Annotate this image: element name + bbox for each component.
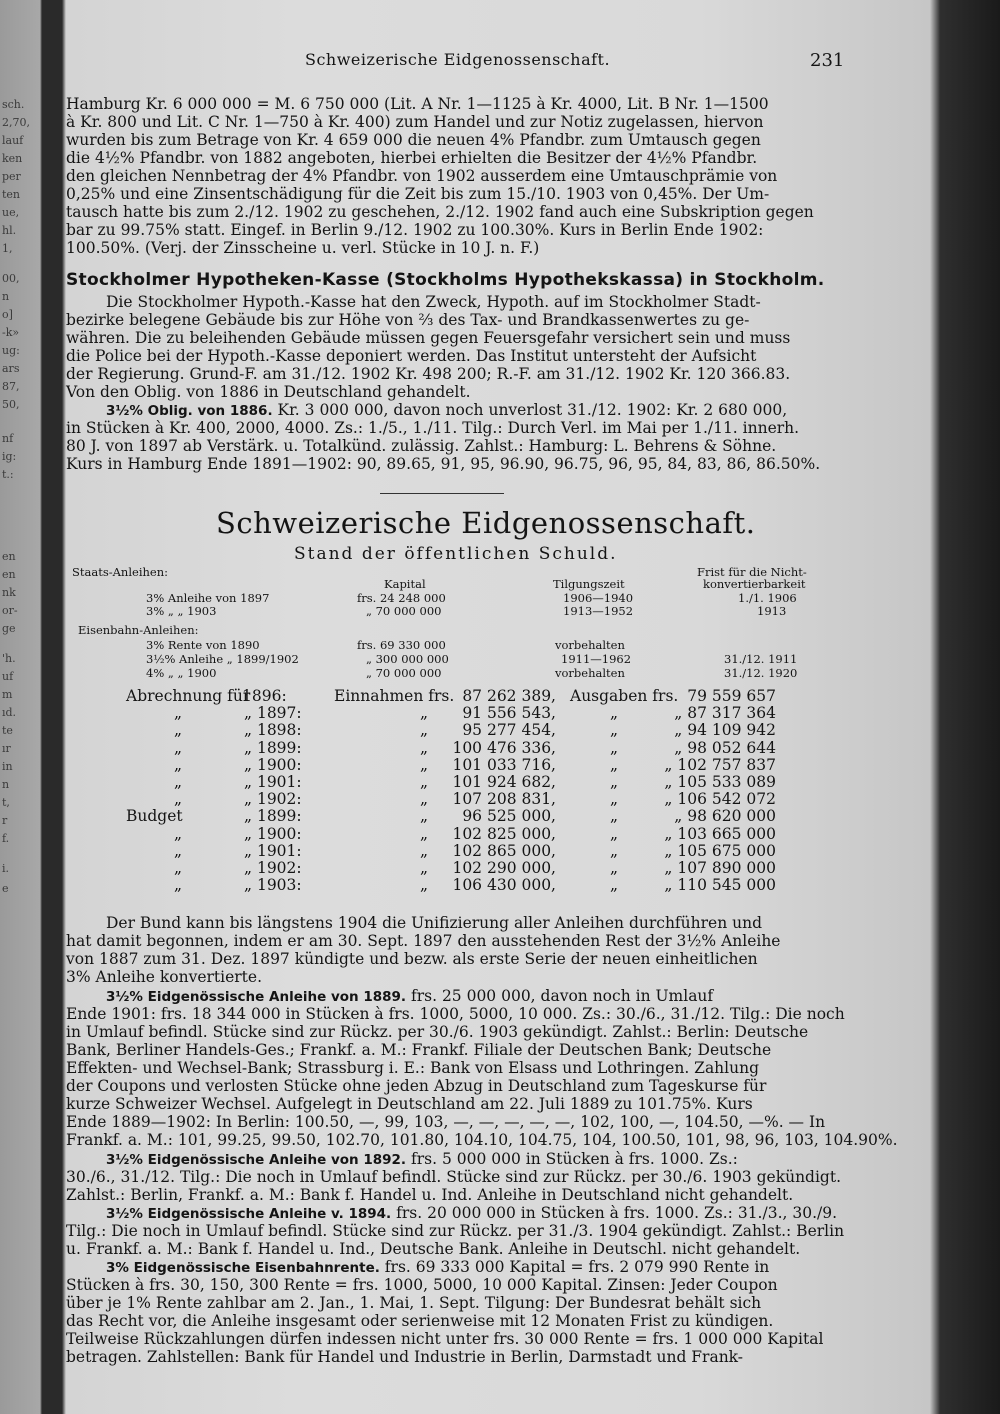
text-line: in Umlauf befindl. Stücke sind zur Rückz. per 30./6. 1903 gekündigt. Zahlst.: Berlin: Deutsche [66,1023,809,1041]
margin-fragment: ten [2,188,21,201]
finance-year: „ 1901: [244,841,302,860]
row-name: 3½% Anleihe „ 1899/1902 [146,652,299,666]
bond-label: 3% Eidgenössische Eisenbahnrente. [106,1260,380,1276]
margin-fragment: 50, [2,398,20,411]
text-line: 100.50%. (Verj. der Zinsscheine u. verl. Stücke in 10 J. n. F.) [66,239,540,257]
margin-fragment: en [2,568,16,581]
finance-year: „ 1898: [244,721,302,740]
text-line: u. Frankf. a. M.: Bank f. Handel u. Ind., Deutsche Bank. Anleihe in Deutschl. nicht gehandelt. [66,1240,801,1258]
row-kapital: „ 70 000 000 [366,666,442,680]
text-line: währen. Die zu beleihenden Gebäude müssen gegen Feuersgefahr versichert sein und muss [66,329,791,347]
bond-text: Kr. 3 000 000, davon noch unverlost 31./12. 1902: Kr. 2 680 000, [277,401,788,419]
margin-fragment: ge [2,622,16,635]
finance-ausgaben: „ 98 620 000 [674,807,776,826]
row-name: 3% Anleihe von 1897 [146,591,270,605]
finance-label: „ [174,738,183,757]
text-line: wurden bis zum Betrage von Kr. 4 659 000 die neuen 4% Pfandbr. zum Umtausch gegen [66,131,761,149]
margin-fragment: ug: [2,344,20,357]
text-line: über je 1% Rente zahlbar am 2. Jan., 1. Mai, 1. Sept. Tilgung: Der Bundesrat behält sich [66,1294,762,1312]
page-number: 231 [810,50,845,71]
finance-label: „ [174,773,183,791]
finance-year: „ 1902: [244,859,302,877]
row-tilgung: 1906—1940 [563,591,634,605]
text-line: kurze Schweizer Wechsel. Aufgelegt in Deutschland am 22. Juli 1889 zu 101.75%. Kurs [66,1095,753,1113]
text-line: bezirke belegene Gebäude bis zur Höhe von ⅔ des Tax- und Brandkassenwertes zu ge- [66,311,750,329]
text-line: 30./6., 31./12. Tilg.: Die noch in Umlauf befindl. Stücke sind zur Rückz. per 30./6. 1903 gekündigt. [66,1168,842,1186]
text-line: bar zu 99.75% statt. Eingef. in Berlin 9./12. 1902 zu 100.30%. Kurs in Berlin Ende 1902: [66,221,764,239]
finance-einnahmen: 95 277 454, [462,721,556,740]
text-line: 0,25% und eine Zinsentschädigung für die Zeit bis zum 15./10. 1903 von 0,45%. Der Um- [66,185,770,203]
finance-ausgaben: „ 105 533 089 [664,773,776,791]
text-line: der Coupons und verlosten Stücke ohne jeden Abzug in Deutschland zum Tageskurse für [66,1077,767,1095]
finance-label: Budget [126,807,183,826]
row-kapital: „ 70 000 000 [366,604,442,618]
margin-fragment: t.: [2,468,14,481]
row-name: 3% „ „ 1903 [146,604,217,618]
text-line: Teilweise Rückzahlungen dürfen indessen nicht unter frs. 30 000 Rente = frs. 1 000 000 Kapital [66,1330,824,1348]
margin-fragment: hl. [2,224,17,237]
margin-fragment: n [2,290,10,303]
finance-e_label: „ [420,859,429,877]
finance-e_label: „ [420,824,429,843]
text-line: Bank, Berliner Handels-Ges.; Frankf. a. M.: Frankf. Filiale der Deutschen Bank; Deutsche [66,1041,772,1059]
finance-ausgaben: „ 103 665 000 [664,824,776,843]
finance-a_label: „ [610,876,619,895]
margin-fragment: m [2,688,13,701]
text-line: 80 J. von 1897 ab Verstärk. u. Totalkünd. zulässig. Zahlst.: Hamburg: L. Behrens & Söhne. [66,437,777,455]
col-header-frist: Frist für die Nicht- [697,565,807,579]
finance-year: „ 1899: [244,807,302,826]
margin-fragment: 2,70, [2,116,30,129]
row-tilgung: vorbehalten [555,666,625,680]
finance-e_label: „ [420,876,429,895]
row-frist: 1913 [757,604,787,618]
row-kapital: frs. 24 248 000 [357,591,446,605]
finance-label: „ [174,704,183,723]
row-name: 3% Rente von 1890 [146,638,260,652]
finance-ausgaben: „ 98 052 644 [674,738,776,757]
col-header-frist-2: konvertierbarkeit [703,577,806,591]
bond-line [106,988,713,1006]
bond-label: 3½% Eidgenössische Anleihe v. 1894. [106,1206,392,1222]
margin-fragment: 'h. [2,652,16,665]
text-line: in Stücken à Kr. 400, 2000, 4000. Zs.: 1./5., 1./11. Tilg.: Durch Verl. im Mai per 1./11. innerh. [66,419,800,437]
section-subtitle: Stand der öffentlichen Schuld. [294,544,618,564]
finance-year: „ 1897: [244,704,302,723]
finance-e_label: „ [420,841,429,860]
text-line: von 1887 zum 31. Dez. 1897 kündigte und bezw. als erste Serie der neuen einheitlichen [66,950,758,968]
finance-e_label: Einnahmen frs. [334,687,455,705]
finance-ausgaben: „ 110 545 000 [664,876,776,895]
margin-fragment: ır [2,742,11,755]
finance-a_label: „ [610,755,619,774]
finance-e_label: „ [420,807,429,826]
margin-fragment: per [2,170,21,183]
text-line: der Regierung. Grund-F. am 31./12. 1902 Kr. 498 200; R.-F. am 31./12. 1902 Kr. 120 366.83. [66,365,791,383]
bond-line [106,1151,738,1169]
finance-ausgaben: „ 107 890 000 [664,859,776,877]
margin-fragment: i. [2,862,10,875]
margin-fragment: 00, [2,272,20,285]
margin-fragment: lauf [2,134,24,147]
finance-ausgaben: „ 105 675 000 [664,841,776,860]
section-divider [380,493,504,494]
margin-fragment: 87, [2,380,20,393]
margin-fragment: ars [2,362,20,375]
text-line: Von den Oblig. von 1886 in Deutschland gehandelt. [66,383,471,401]
finance-ausgaben: „ 106 542 072 [664,790,776,809]
margin-fragment: -k» [2,326,20,339]
text-line: Frankf. a. M.: 101, 99.25, 99.50, 102.70, 101.80, 104.10, 104.75, 104, 100.50, 101, 98, 96, 103, 104.90%. [66,1131,898,1149]
bond-text: frs. 20 000 000 in Stücken à frs. 1000. Zs.: 31./3., 30./9. [396,1204,838,1222]
text-line: Hamburg Kr. 6 000 000 = M. 6 750 000 (Lit. A Nr. 1—1125 à Kr. 4000, Lit. B Nr. 1—1500 [66,95,769,113]
finance-ausgaben: „ 94 109 942 [674,721,776,740]
margin-fragment: n [2,778,10,791]
section-title-swiss: Schweizerische Eidgenossenschaft. [216,506,756,540]
finance-a_label: „ [610,738,619,757]
finance-a_label: „ [610,807,619,826]
margin-fragment: or- [2,604,18,617]
finance-einnahmen: 107 208 831, [452,790,556,809]
text-line: Ende 1889—1902: In Berlin: 100.50, —, 99, 103, —, —, —, —, —, 102, 100, —, 104.50, —%. — In [66,1113,826,1131]
col-header-kapital: Kapital [384,577,426,591]
finance-einnahmen: 96 525 000, [462,807,556,826]
margin-fragment: en [2,550,16,563]
finance-a_label: „ [610,790,619,809]
row-tilgung: vorbehalten [555,638,625,652]
row-frist: 31./12. 1911 [724,652,798,666]
text-line: die Police bei der Hypoth.-Kasse deponiert werden. Das Institut untersteht der Aufsicht [66,347,757,365]
finance-einnahmen: 106 430 000, [452,876,556,895]
finance-e_label: „ [420,738,429,757]
finance-label: Abrechnung für [126,687,251,705]
finance-einnahmen: 102 290 000, [452,859,556,877]
finance-einnahmen: 101 924 682, [452,773,556,791]
finance-e_label: „ [420,790,429,809]
text-line: Tilg.: Die noch in Umlauf befindl. Stücke sind zur Rückz. per 31./3. 1904 gekündigt. Zahlst.: Berlin [66,1222,845,1240]
finance-a_label: „ [610,773,619,791]
text-line: Effekten- und Wechsel-Bank; Strassburg i. E.: Bank von Elsass und Lothringen. Zahlung [66,1059,760,1077]
margin-fragment: ig: [2,450,17,463]
margin-fragment: t, [2,796,10,809]
finance-year: „ 1900: [244,824,302,843]
finance-e_label: „ [420,721,429,740]
finance-label: „ [174,721,183,740]
finance-einnahmen: 101 033 716, [452,755,556,774]
row-kapital: frs. 69 330 000 [357,638,446,652]
finance-ausgaben: „ 102 757 837 [664,755,776,774]
row-kapital: „ 300 000 000 [366,652,449,666]
text-line: tausch hatte bis zum 2./12. 1902 zu geschehen, 2./12. 1902 fand auch eine Subskription gegen [66,203,814,221]
bond-label: 3½% Eidgenössische Anleihe von 1889. [106,989,407,1005]
row-name: 4% „ „ 1900 [146,666,217,680]
bond-text: frs. 69 333 000 Kapital = frs. 2 079 990 Rente in [384,1258,770,1276]
text-line: Der Bund kann bis längstens 1904 die Unifizierung aller Anleihen durchführen und [106,914,763,932]
margin-fragment: o] [2,308,13,321]
text-line: Die Stockholmer Hypoth.-Kasse hat den Zweck, Hypoth. auf im Stockholmer Stadt- [106,293,761,311]
finance-year: „ 1901: [244,773,302,791]
text-line: den gleichen Nennbetrag der 4% Pfandbr. von 1902 ausserdem eine Umtauschprämie von [66,167,778,185]
finance-year: „ 1902: [244,790,302,809]
finance-year: 1896: [242,687,287,705]
margin-fragment: nk [2,586,16,599]
finance-year: „ 1900: [244,755,302,774]
bond-line [106,1205,837,1223]
text-line: Kurs in Hamburg Ende 1891—1902: 90, 89.65, 91, 95, 96.90, 96.75, 96, 95, 84, 83, 86, 86.50%. [66,455,821,473]
text-line: à Kr. 800 und Lit. C Nr. 1—750 à Kr. 400) zum Handel und zur Notiz zugelassen, hiervon [66,113,764,131]
bond-line [106,402,787,420]
margin-fragment: in [2,760,13,773]
finance-a_label: „ [610,721,619,740]
finance-e_label: „ [420,755,429,774]
finance-einnahmen: 91 556 543, [462,704,556,723]
finance-a_label: Ausgaben frs. [570,687,679,705]
text-line: betragen. Zahlstellen: Bank für Handel und Industrie in Berlin, Darmstadt und Frank- [66,1348,744,1366]
text-line: das Recht vor, die Anleihe insgesamt oder serienweise mit 12 Monaten Frist zu kündigen. [66,1312,774,1330]
text-line: Ende 1901: frs. 18 344 000 in Stücken à frs. 1000, 5000, 10 000. Zs.: 30./6., 31./12. Tilg.: Die noch [66,1005,845,1023]
bond-text: frs. 5 000 000 in Stücken à frs. 1000. Zs.: [410,1150,738,1168]
bond-text: frs. 25 000 000, davon noch in Umlauf [410,987,714,1005]
bond-label: 3½% Eidgenössische Anleihe von 1892. [106,1152,407,1168]
finance-label: „ [174,859,183,877]
text-line: Zahlst.: Berlin, Frankf. a. M.: Bank f. Handel u. Ind. Anleihe in Deutschland nicht gehandelt. [66,1186,794,1204]
text-line: hat damit begonnen, indem er am 30. Sept. 1897 den ausstehenden Rest der 3½% Anleihe [66,932,781,950]
finance-einnahmen: 87 262 389, [462,687,556,705]
finance-label: „ [174,841,183,860]
finance-label: „ [174,876,183,895]
finance-e_label: „ [420,773,429,791]
bond-label: 3½% Oblig. von 1886. [106,403,273,419]
finance-year: „ 1903: [244,876,302,895]
finance-ausgaben: „ 87 317 364 [674,704,776,723]
finance-year: „ 1899: [244,738,302,757]
margin-fragment: e [2,882,9,895]
margin-fragment: f. [2,832,10,845]
row-frist: 1./1. 1906 [738,591,797,605]
finance-e_label: „ [420,704,429,723]
margin-fragment: uf [2,670,14,683]
margin-fragment: r [2,814,8,827]
table-label: Eisenbahn-Anleihen: [78,623,199,637]
finance-a_label: „ [610,859,619,877]
text-line: 3% Anleihe konvertierte. [66,968,263,986]
finance-einnahmen: 102 825 000, [452,824,556,843]
finance-ausgaben: 79 559 657 [687,687,776,705]
margin-fragment: sch. [2,98,25,111]
col-header-tilgung: Tilgungszeit [553,577,625,591]
finance-a_label: „ [610,841,619,860]
finance-label: „ [174,755,183,774]
row-tilgung: 1913—1952 [563,604,634,618]
finance-einnahmen: 100 476 336, [452,738,556,757]
text-line: Stücken à frs. 30, 150, 300 Rente = frs. 1000, 5000, 10 000 Kapital. Zinsen: Jeder Coupon [66,1276,778,1294]
finance-a_label: „ [610,704,619,723]
finance-label: „ [174,790,183,809]
finance-einnahmen: 102 865 000, [452,841,556,860]
text-line: die 4½% Pfandbr. von 1882 angeboten, hierbei erhielten die Besitzer der 4½% Pfandbr. [66,149,758,167]
bond-line [106,1259,769,1277]
table-label: Staats-Anleihen: [72,565,168,579]
margin-fragment: ue, [2,206,20,219]
margin-fragment: nf [2,432,14,445]
section-title-stockholm: Stockholmer Hypotheken-Kasse (Stockholms Hypothekskassa) in Stockholm. [66,270,825,290]
finance-label: „ [174,824,183,843]
row-tilgung: 1911—1962 [561,652,632,666]
margin-fragment: ken [2,152,23,165]
finance-a_label: „ [610,824,619,843]
margin-fragment: ıd. [2,706,17,719]
margin-fragment: te [2,724,13,737]
margin-fragment: 1, [2,242,13,255]
row-frist: 31./12. 1920 [724,666,798,680]
running-head: Schweizerische Eidgenossenschaft. [305,50,611,69]
